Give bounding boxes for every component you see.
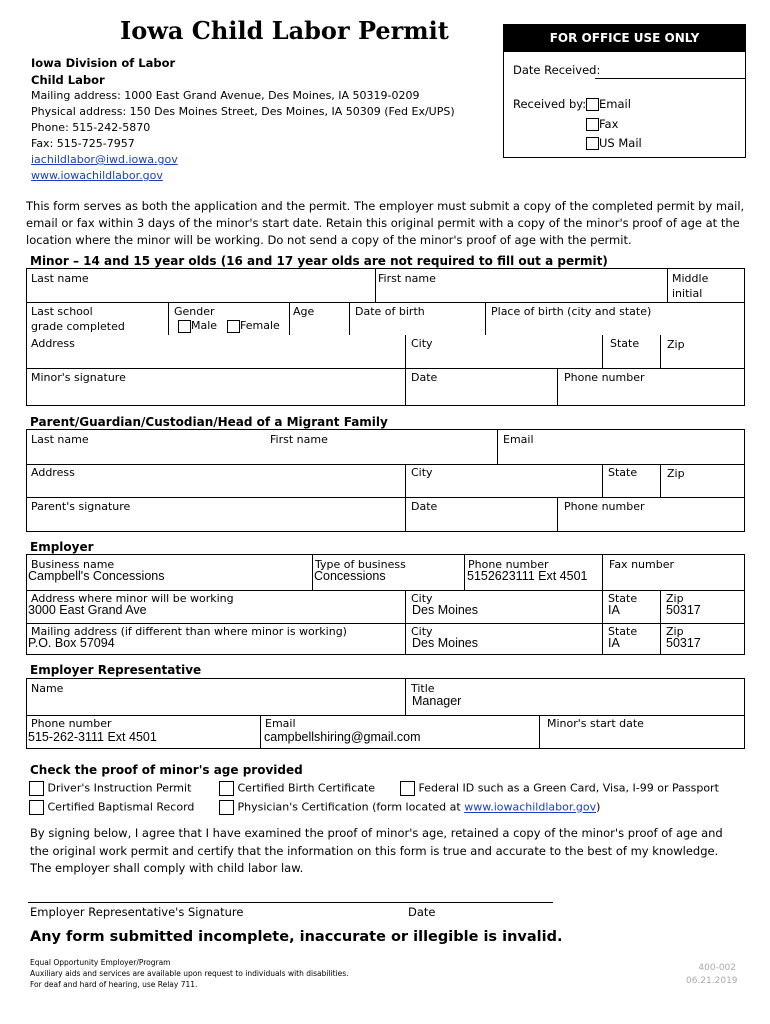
minor-first-name-label: First name — [378, 272, 436, 285]
gender-male-checkbox[interactable] — [178, 320, 191, 333]
employer-phone-value[interactable]: 5152623111 Ext 4501 — [467, 569, 588, 583]
agency-email-link[interactable]: iachildlabor@iwd.iowa.gov — [31, 153, 178, 166]
federal-id-checkbox[interactable] — [400, 781, 415, 796]
employer-fax-label: Fax number — [609, 558, 674, 571]
date-received-label: Date Received: — [513, 63, 601, 77]
received-by-label: Received by: — [513, 97, 587, 111]
minor-phone-label: Phone number — [564, 371, 645, 384]
mail-zip-label: Zip — [666, 625, 684, 638]
mail-state-label: State — [608, 625, 638, 638]
footer-aux-aids: Auxiliary aids and services are available upon request to individuals with disabilities. — [30, 969, 349, 978]
parent-signature-label: Parent's signature — [31, 500, 131, 513]
baptismal-checkbox[interactable] — [29, 800, 44, 815]
rep-table — [26, 678, 745, 749]
mail-zip-value[interactable]: 50317 — [666, 636, 701, 650]
work-zip-value[interactable]: 50317 — [666, 603, 701, 617]
agency-fax: Fax: 515-725-7957 — [31, 137, 135, 150]
intro-paragraph: This form serves as both the application and the permit. The employer must submit a copy of the completed permit by mail, email or fax within 3 days of the minor's start date. Retain this original permit with a copy of the minor's proof of age at the location where the minor will be working. Do not send a copy of the minor's proof of age with the permit. — [26, 199, 745, 247]
employer-signature-label: Employer Representative's Signature — [30, 905, 244, 919]
rep-title-label: Title — [411, 682, 435, 695]
proof-option-drivers-permit[interactable]: Driver's Instruction Permit — [29, 781, 191, 796]
parent-first-name-label: First name — [270, 433, 328, 446]
parent-last-name-label: Last name — [31, 433, 89, 446]
minor-school-label: Last school — [31, 305, 93, 318]
form-id-block — [686, 962, 736, 988]
business-type-value[interactable]: Concessions — [314, 569, 386, 583]
physician-checkbox[interactable] — [219, 800, 234, 815]
minor-last-name-label: Last name — [31, 272, 89, 285]
footer-notes — [30, 957, 349, 990]
rep-section-title: Employer Representative — [30, 663, 202, 677]
proof-option-physician[interactable]: Physician's Certification (form located at www.iowachildlabor.gov) — [219, 800, 600, 815]
mail-state-value[interactable]: IA — [608, 636, 620, 650]
agency-phone: Phone: 515-242-5870 — [31, 121, 151, 134]
minor-middle-label: Middle — [672, 272, 709, 285]
footer-relay: For deaf and hard of hearing, use Relay 711. — [30, 980, 198, 989]
proof-option-baptismal[interactable]: Certified Baptismal Record — [29, 800, 194, 815]
contact-block — [31, 88, 455, 184]
minor-initial-label: initial — [672, 287, 703, 300]
received-usmail-option[interactable]: US Mail — [586, 134, 642, 154]
parent-zip-label: Zip — [667, 467, 685, 480]
attestation-paragraph: By signing below, I agree that I have examined the proof of minor's age, retained a copy of the minor's proof of age and the original work permit and certify that the information on this form is true and accurate to the best of my knowledge. The employer shall comply with child labor law. — [30, 826, 723, 875]
minor-dob-label: Date of birth — [355, 305, 425, 318]
rep-email-value[interactable]: campbellshiring@gmail.com — [264, 730, 421, 744]
office-use-box — [503, 24, 746, 158]
agency-website-link[interactable]: www.iowachildlabor.gov — [31, 169, 163, 182]
signature-date-label: Date — [408, 905, 436, 919]
received-by-options — [586, 95, 642, 154]
footer-eeo: Equal Opportunity Employer/Program — [30, 958, 171, 967]
minor-age-label: Age — [293, 305, 315, 318]
received-usmail-checkbox[interactable] — [586, 137, 599, 150]
minor-address-label: Address — [31, 337, 75, 350]
minor-grade-label: grade completed — [31, 320, 125, 333]
form-revision-date: 06.21.2019 — [686, 976, 738, 986]
minor-table — [26, 268, 745, 406]
gender-female-checkbox[interactable] — [227, 320, 240, 333]
rep-email-label: Email — [265, 717, 296, 730]
work-city-value[interactable]: Des Moines — [412, 603, 478, 617]
minor-gender-label: Gender — [174, 305, 215, 318]
business-name-label: Business name — [31, 558, 115, 571]
physical-address: Physical address: 150 Des Moines Street, Des Moines, IA 50309 (Fed Ex/UPS) — [31, 105, 455, 118]
gender-female-option[interactable]: Female — [227, 319, 280, 333]
rep-phone-label: Phone number — [31, 717, 112, 730]
received-fax-option[interactable]: Fax — [586, 115, 642, 135]
form-number: 400-002 — [698, 963, 736, 973]
proof-option-birth-certificate[interactable]: Certified Birth Certificate — [219, 781, 375, 796]
parent-phone-label: Phone number — [564, 500, 645, 513]
mail-city-label: City — [411, 625, 433, 638]
minor-zip-label: Zip — [667, 338, 685, 351]
minor-date-label: Date — [411, 371, 438, 384]
drivers-permit-checkbox[interactable] — [29, 781, 44, 796]
employer-phone-label: Phone number — [468, 558, 549, 571]
mailing-address: Mailing address: 1000 East Grand Avenue, Des Moines, IA 50319-0209 — [31, 89, 420, 102]
mail-city-value[interactable]: Des Moines — [412, 636, 478, 650]
business-type-label: Type of business — [315, 558, 406, 571]
parent-date-label: Date — [411, 500, 438, 513]
minor-pob-label: Place of birth (city and state) — [491, 305, 652, 318]
parent-state-label: State — [608, 466, 638, 479]
rep-phone-value[interactable]: 515-262-3111 Ext 4501 — [28, 730, 157, 744]
proof-option-federal-id[interactable]: Federal ID such as a Green Card, Visa, I-99 or Passport — [400, 781, 719, 796]
birth-certificate-checkbox[interactable] — [219, 781, 234, 796]
parent-email-label: Email — [503, 433, 534, 446]
minor-city-label: City — [411, 337, 433, 350]
business-name-value[interactable]: Campbell's Concessions — [28, 569, 165, 583]
parent-city-label: City — [411, 466, 433, 479]
parent-section-title: Parent/Guardian/Custodian/Head of a Migrant Family — [30, 415, 388, 429]
rep-title-value[interactable]: Manager — [412, 694, 462, 708]
mailing-address-label: Mailing address (if different than where minor is working) — [31, 625, 347, 638]
work-zip-label: Zip — [666, 592, 684, 605]
physician-form-link[interactable]: www.iowachildlabor.gov — [464, 800, 597, 814]
office-use-heading: FOR OFFICE USE ONLY — [504, 25, 745, 52]
agency-name: Iowa Division of Labor — [31, 56, 176, 70]
work-address-label: Address where minor will be working — [31, 592, 234, 605]
received-fax-checkbox[interactable] — [586, 118, 599, 131]
minor-section-title: Minor – 14 and 15 year olds (16 and 17 year olds are not required to fill out a permit) — [30, 254, 608, 268]
work-city-label: City — [411, 592, 433, 605]
mailing-address-value[interactable]: P.O. Box 57094 — [28, 636, 115, 650]
rep-name-label: Name — [31, 682, 64, 695]
date-received-line[interactable] — [595, 78, 746, 79]
minor-signature-label: Minor's signature — [31, 371, 126, 384]
signature-line[interactable] — [28, 902, 553, 903]
work-state-value[interactable]: IA — [608, 603, 620, 617]
minor-start-date-label: Minor's start date — [547, 717, 644, 730]
invalid-warning: Any form submitted incomplete, inaccurate or illegible is invalid. — [30, 929, 563, 945]
minor-state-label: State — [610, 337, 640, 350]
work-address-value[interactable]: 3000 East Grand Ave — [28, 603, 147, 617]
employer-section-title: Employer — [30, 540, 94, 554]
gender-male-option[interactable]: Male — [178, 319, 217, 333]
parent-address-label: Address — [31, 466, 75, 479]
agency-block — [31, 55, 175, 89]
agency-division: Child Labor — [31, 73, 105, 87]
page-title: Iowa Child Labor Permit — [120, 16, 449, 45]
employer-table — [26, 554, 745, 655]
work-state-label: State — [608, 592, 638, 605]
received-email-checkbox[interactable] — [586, 98, 599, 111]
proof-section-title: Check the proof of minor's age provided — [30, 763, 303, 777]
parent-table — [26, 429, 745, 532]
received-email-option[interactable]: Email — [586, 95, 642, 115]
